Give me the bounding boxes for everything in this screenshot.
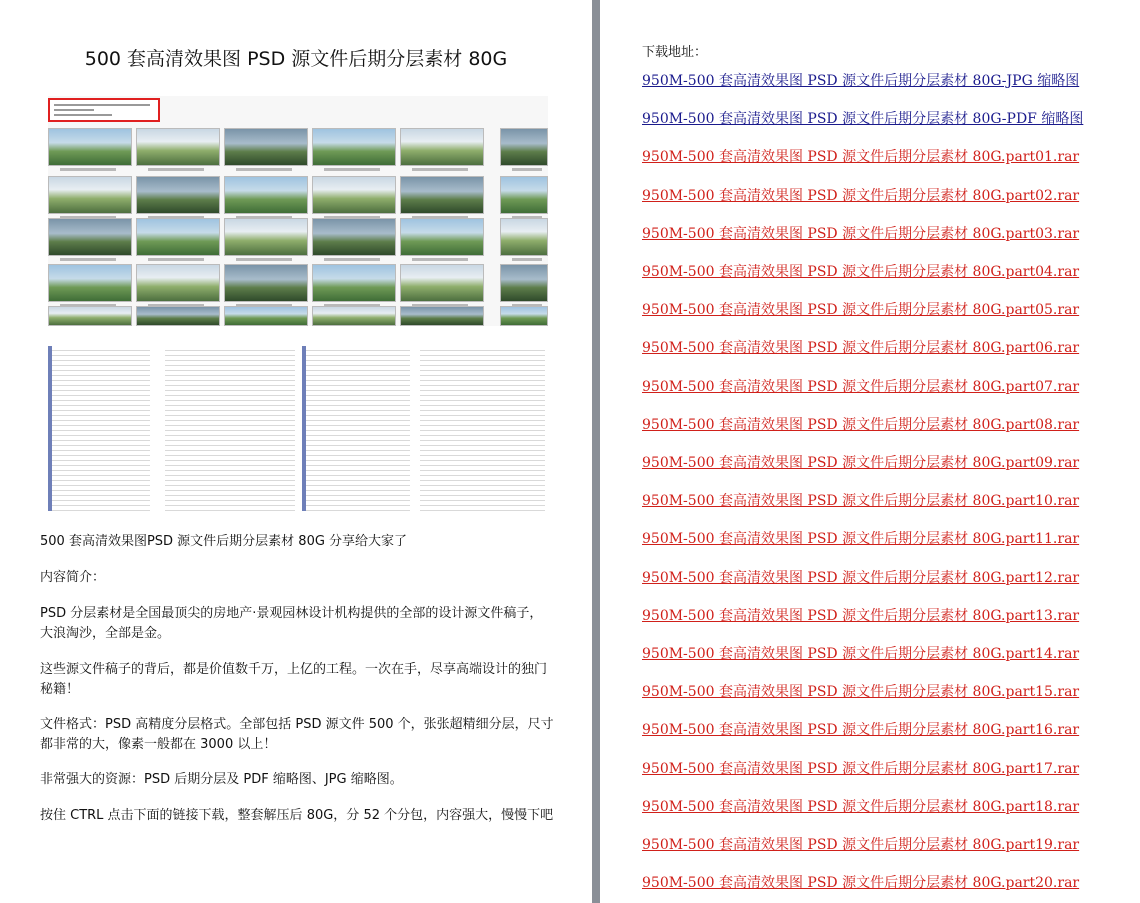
rendering-thumbnail bbox=[400, 176, 484, 214]
download-link[interactable]: 950M-500 套高清效果图 PSD 源文件后期分层素材 80G.part05.rar bbox=[642, 302, 1080, 319]
rendering-thumbnail bbox=[48, 218, 132, 256]
download-link[interactable]: 950M-500 套高清效果图 PSD 源文件后期分层素材 80G-PDF 缩略图 bbox=[642, 111, 1084, 128]
rendering-thumbnail bbox=[400, 128, 484, 166]
thumbnail-caption bbox=[512, 168, 542, 171]
rendering-thumbnail bbox=[312, 218, 396, 256]
rendering-thumbnail bbox=[400, 218, 484, 256]
rendering-thumbnail bbox=[400, 264, 484, 302]
paragraph-resources: 非常强大的资源：PSD 后期分层及 PDF 缩略图、JPG 缩略图。 bbox=[40, 772, 403, 787]
rendering-thumbnail bbox=[48, 176, 132, 214]
download-link[interactable]: 950M-500 套高清效果图 PSD 源文件后期分层素材 80G.part06.rar bbox=[642, 340, 1080, 357]
rendering-thumbnail bbox=[500, 176, 548, 214]
rendering-thumbnail bbox=[500, 264, 548, 302]
thumbnail-caption bbox=[148, 168, 204, 171]
file-list-highlight bbox=[48, 98, 160, 122]
thumbnail-caption bbox=[512, 258, 542, 261]
download-link[interactable]: 950M-500 套高清效果图 PSD 源文件后期分层素材 80G.part08.rar bbox=[642, 416, 1080, 433]
thumbnail-caption bbox=[60, 168, 116, 171]
thumbnail-gallery-image bbox=[48, 96, 548, 326]
rendering-thumbnail bbox=[224, 128, 308, 166]
download-link[interactable]: 950M-500 套高清效果图 PSD 源文件后期分层素材 80G.part17.rar bbox=[642, 760, 1080, 777]
rendering-thumbnail bbox=[136, 128, 220, 166]
download-link[interactable]: 950M-500 套高清效果图 PSD 源文件后期分层素材 80G.part07.rar bbox=[642, 378, 1080, 395]
rendering-thumbnail bbox=[136, 306, 220, 326]
rendering-thumbnail bbox=[136, 218, 220, 256]
rendering-thumbnail bbox=[500, 306, 548, 326]
thumbnail-caption bbox=[236, 258, 292, 261]
download-link[interactable]: 950M-500 套高清效果图 PSD 源文件后期分层素材 80G.part11.rar bbox=[642, 531, 1080, 548]
rendering-thumbnail bbox=[500, 128, 548, 166]
download-link[interactable]: 950M-500 套高清效果图 PSD 源文件后期分层素材 80G.part02.rar bbox=[642, 187, 1080, 204]
paragraph-download-hint: 按住 CTRL 点击下面的链接下载，整套解压后 80G，分 52 个分包，内容强大，慢慢下吧 bbox=[40, 808, 554, 823]
download-link[interactable]: 950M-500 套高清效果图 PSD 源文件后期分层素材 80G-JPG 缩略图 bbox=[642, 73, 1080, 89]
download-link[interactable]: 950M-500 套高清效果图 PSD 源文件后期分层素材 80G.part01.rar bbox=[642, 149, 1080, 166]
rendering-thumbnail bbox=[312, 176, 396, 214]
download-link[interactable]: 950M-500 套高清效果图 PSD 源文件后期分层素材 80G.part03.rar bbox=[642, 225, 1080, 242]
rendering-thumbnail bbox=[224, 176, 308, 214]
rendering-thumbnail bbox=[312, 264, 396, 302]
thumbnail-caption bbox=[236, 168, 292, 171]
rendering-thumbnail bbox=[224, 264, 308, 302]
rendering-thumbnail bbox=[136, 264, 220, 302]
content-heading: 内容简介： bbox=[40, 570, 106, 585]
rendering-thumbnail bbox=[500, 218, 548, 256]
download-link[interactable]: 950M-500 套高清效果图 PSD 源文件后期分层素材 80G.part09.rar bbox=[642, 455, 1080, 471]
file-list-names bbox=[52, 346, 150, 511]
download-link[interactable]: 950M-500 套高清效果图 PSD 源文件后期分层素材 80G.part15.rar bbox=[642, 684, 1080, 701]
thumbnail-caption bbox=[412, 168, 468, 171]
download-link[interactable]: 950M-500 套高清效果图 PSD 源文件后期分层素材 80G.part20.rar bbox=[642, 875, 1080, 892]
rendering-thumbnail bbox=[312, 306, 396, 326]
rendering-thumbnail bbox=[136, 176, 220, 214]
download-link[interactable]: 950M-500 套高清效果图 PSD 源文件后期分层素材 80G.part19.rar bbox=[642, 837, 1080, 853]
download-link[interactable]: 950M-500 套高清效果图 PSD 源文件后期分层素材 80G.part14.rar bbox=[642, 646, 1080, 662]
download-link[interactable]: 950M-500 套高清效果图 PSD 源文件后期分层素材 80G.part13.rar bbox=[642, 607, 1080, 624]
thumbnail-caption bbox=[60, 258, 116, 261]
rendering-thumbnail bbox=[312, 128, 396, 166]
paragraph-format: 文件格式：PSD 高精度分层格式。全部包括 PSD 源文件 500 个，张张超精细分层，尺寸都非常的大，像素一般都在 3000 以上！ bbox=[40, 717, 554, 752]
download-link[interactable]: 950M-500 套高清效果图 PSD 源文件后期分层素材 80G.part04.rar bbox=[642, 264, 1080, 280]
download-link[interactable]: 950M-500 套高清效果图 PSD 源文件后期分层素材 80G.part18.rar bbox=[642, 798, 1080, 815]
paragraph-psd: PSD 分层素材是全国最顶尖的房地产·景观园林设计机构提供的全部的设计源文件稿子，大浪淘沙，全部是金。 bbox=[40, 606, 543, 641]
file-list-names-2 bbox=[306, 346, 410, 511]
thumbnail-caption bbox=[412, 258, 468, 261]
file-list-details bbox=[165, 346, 295, 511]
intro-line: 500 套高清效果图PSD 源文件后期分层素材 80G 分享给大家了 bbox=[40, 534, 408, 549]
thumbnail-caption bbox=[324, 168, 380, 171]
download-link[interactable]: 950M-500 套高清效果图 PSD 源文件后期分层素材 80G.part10.rar bbox=[642, 493, 1080, 510]
rendering-thumbnail bbox=[224, 306, 308, 326]
thumbnail-caption bbox=[148, 258, 204, 261]
download-link[interactable]: 950M-500 套高清效果图 PSD 源文件后期分层素材 80G.part16.rar bbox=[642, 722, 1080, 739]
rendering-thumbnail bbox=[224, 218, 308, 256]
download-link[interactable]: 950M-500 套高清效果图 PSD 源文件后期分层素材 80G.part12.rar bbox=[642, 569, 1080, 586]
paragraph-value: 这些源文件稿子的背后，都是价值数千万，上亿的工程。一次在手，尽享高端设计的独门秘籍！ bbox=[40, 662, 548, 697]
document-title: 500 套高清效果图 PSD 源文件后期分层素材 80G bbox=[84, 48, 508, 70]
rendering-thumbnail bbox=[48, 128, 132, 166]
rendering-thumbnail bbox=[400, 306, 484, 326]
download-label: 下载地址： bbox=[642, 45, 708, 60]
thumbnail-caption bbox=[324, 258, 380, 261]
rendering-thumbnail bbox=[48, 306, 132, 326]
rendering-thumbnail bbox=[48, 264, 132, 302]
file-list-details-2 bbox=[420, 346, 545, 511]
